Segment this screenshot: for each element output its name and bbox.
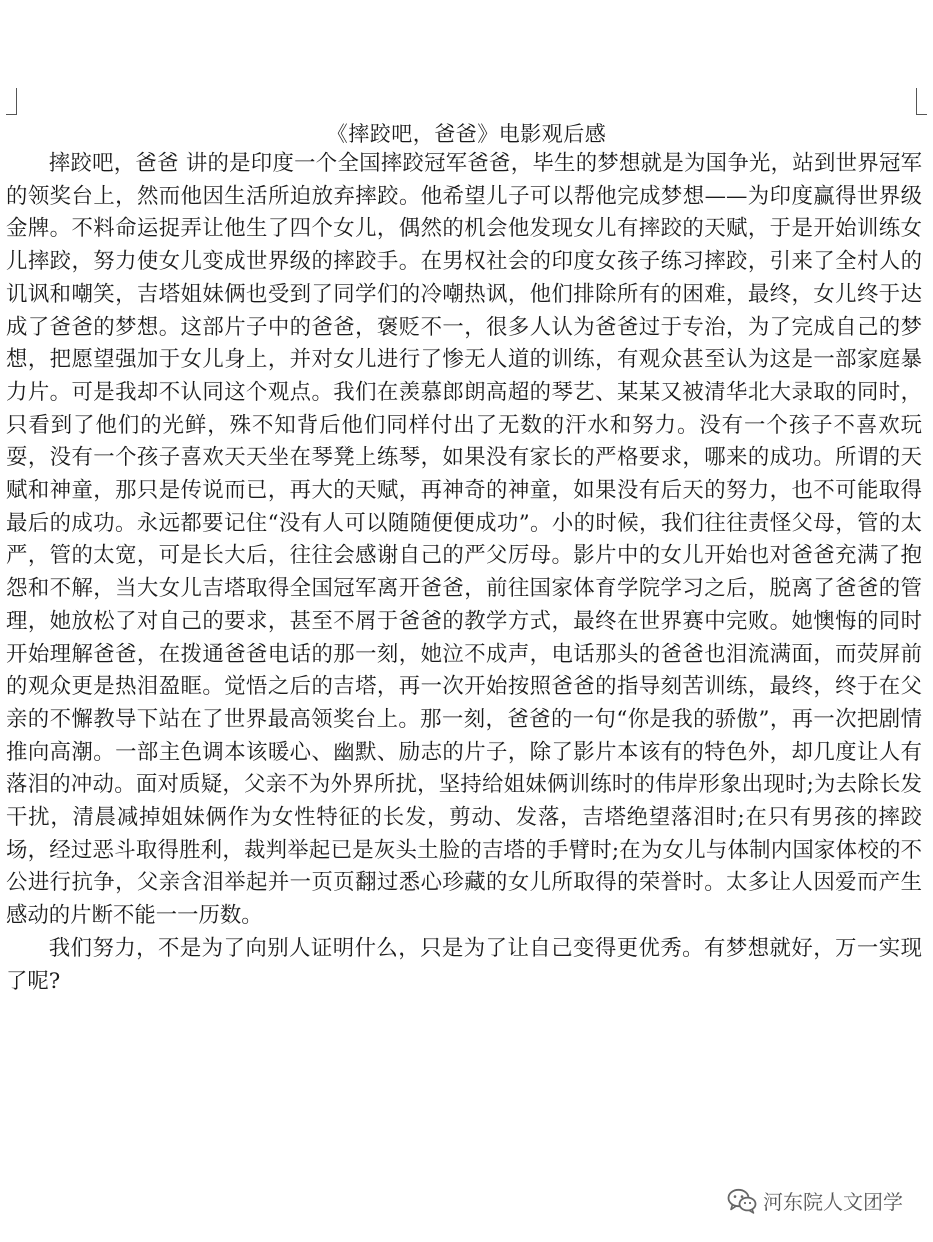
body-paragraph-2: 我们努力，不是为了向别人证明什么，只是为了让自己变得更优秀。有梦想就好，万一实现了呢?: [6, 935, 922, 994]
watermark-text: 河东院人文团学: [763, 1190, 903, 1214]
account-watermark: [727, 1186, 903, 1215]
body-paragraph-1: 摔跤吧，爸爸 讲的是印度一个全国摔跤冠军爸爸，毕生的梦想就是为国争光，站到世界冠军的领奖台上，然而他因生活所迫放弃摔跤。他希望儿子可以帮他完成梦想——为印度赢得世界级金牌。不料命运捉弄让他生了四个女儿，偶然的机会他发现女儿有摔跤的天赋，于是开始训练女儿摔跤，努力使女儿变成世界级的摔跤手。在男权社会的印度女孩子练习摔跤，引来了全村人的讥讽和嘲笑，吉塔姐妹俩也受到了同学们的冷嘲热讽，他们排除所有的困难，最终，女儿终于达成了爸爸的梦想。这部片子中的爸爸，褒贬不一，很多人认为爸爸过于专治，为了完成自己的梦想，把愿望强加于女儿身上，并对女儿进行了惨无人道的训练，有观众甚至认为这是一部家庭暴力片。可是我却不认同这个观点。我们在羡慕郎朗高超的琴艺、某某又被清华北大录取的同时，只看到了他们的光鲜，殊不知背后他们同样付出了无数的汗水和努力。没有一个孩子不喜欢玩耍，没有一个孩子喜欢天天坐在琴凳上练琴，如果没有家长的严格要求，哪来的成功。所谓的天赋和神童，那只是传说而已，再大的天赋，再神奇的神童，如果没有后天的努力，也不可能取得最后的成功。永远都要记住“没有人可以随随便便成功”。小的时候，我们往往责怪父母，管的太严，管的太宽，可是长大后，往往会感谢自己的严父厉母。影片中的女儿开始也对爸爸充满了抱怨和不解，当大女儿吉塔取得全国冠军离开爸爸，前往国家体育学院学习之后，脱离了爸爸的管理，她放松了对自己的要求，甚至不屑于爸爸的教学方式，最终在世界赛中完败。她懊悔的同时开始理解爸爸，在拨通爸爸电话的那一刻，她泣不成声，电话那头的爸爸也泪流满面，而荧屏前的观众更是热泪盈眶。觉悟之后的吉塔，再一次开始按照爸爸的指导刻苦训练，最终，终于在父亲的不懈教导下站在了世界最高领奖台上。那一刻，爸爸的一句“你是我的骄傲”，再一次把剧情推向高潮。一部主色调本该暖心、幽默、励志的片子，除了影片本该有的特色外，却几度让人有落泪的冲动。面对质疑，父亲不为外界所扰，坚持给姐妹俩训练时的伟岸形象出现时;为去除长发干扰，清晨减掉姐妹俩作为女性特征的长发，剪动、发落，吉塔绝望落泪时;在只有男孩的摔跤场，经过恶斗取得胜利，裁判举起已是灰头土脸的吉塔的手臂时;在为女儿与体制内国家体校的不公进行抗争，父亲含泪举起并一页页翻过悉心珍藏的女儿所取得的荣誉时。太多让人因爱而产生感动的片断不能一一历数。: [6, 151, 922, 929]
document-title: 《摔跤吧，爸爸》电影观后感: [326, 122, 607, 146]
page-corner-mark-left: [6, 88, 17, 115]
document-body: [6, 148, 922, 998]
page-corner-mark-right: [916, 88, 927, 115]
wechat-icon: [727, 1188, 757, 1214]
